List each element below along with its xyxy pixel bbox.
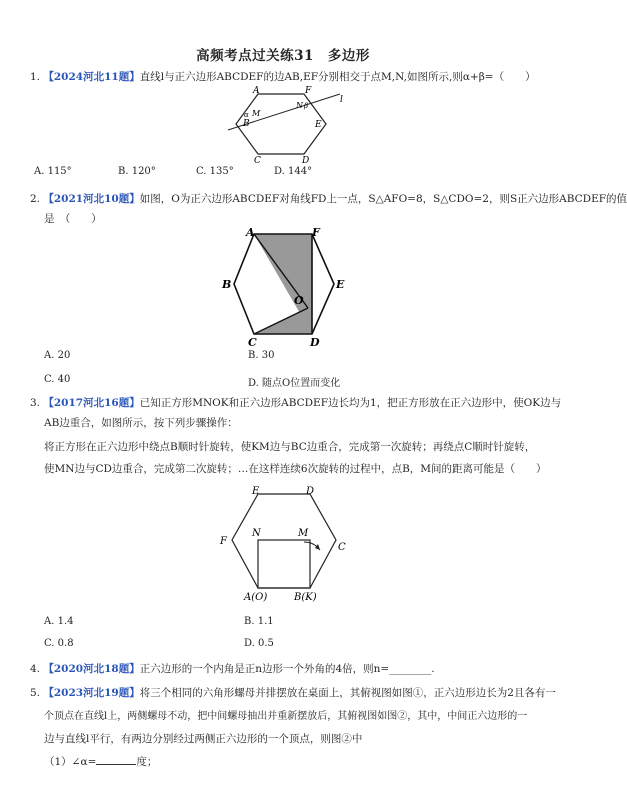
label-f: F [312, 226, 320, 239]
hexagon [232, 494, 336, 588]
answer-blank[interactable] [96, 754, 136, 765]
label-l: l [340, 95, 343, 105]
question-1-figure [228, 84, 348, 166]
label-e: E [315, 120, 322, 130]
label-e: E [336, 278, 345, 291]
option-b[interactable]: B. 30 [248, 350, 275, 361]
question-number: 3. [30, 397, 41, 409]
label-o: O [294, 294, 304, 307]
label-b-k: B(K) [294, 592, 317, 603]
arrow-head [315, 544, 320, 550]
source-tag: 【2020河北18题】 [43, 663, 140, 675]
sub1-tail: 度； [136, 756, 158, 768]
label-a: A [253, 86, 260, 96]
label-e: E [252, 486, 260, 497]
question-5-stem-line3: 边与直线l平行，有两边分别经过两侧正六边形的一个顶点，则图②中 [44, 733, 363, 745]
page-title: 高频考点过关练31 多边形 [196, 48, 370, 64]
label-d: D [310, 336, 320, 349]
label-c: C [248, 336, 257, 349]
label-b: B [222, 278, 232, 291]
option-a[interactable]: A. 115° [34, 166, 72, 177]
label-f: F [220, 536, 227, 547]
question-1-stem [30, 70, 536, 84]
label-alpha: α [244, 111, 249, 119]
label-f: F [305, 86, 312, 96]
source-tag: 【2023河北19题】 [43, 687, 140, 699]
question-3-stem-line3: 将正方形在正六边形中绕点B顺时针旋转，使KM边与BC边重合，完成第一次旋转；再绕点C顺时针旋转， [44, 441, 536, 453]
question-number: 5. [30, 687, 41, 699]
question-text: 已知正方形MNOK和正六边形ABCDEF边长均为1，把正方形放在正六边形中，使OK边与 [139, 397, 562, 409]
question-5-sub1 [44, 754, 157, 769]
question-4-stem [30, 662, 435, 676]
question-3-figure [214, 484, 364, 604]
label-n: N [296, 101, 303, 110]
question-5-stem-line2: 个顶点在直线l上，两侧螺母不动，把中间螺母抽出并重新摆放后，其俯视图如图②，其中，中间正六边形的一 [44, 711, 528, 722]
label-b: B [243, 119, 250, 129]
option-b[interactable]: B. 120° [118, 166, 156, 177]
question-number: 1. [30, 71, 41, 83]
label-d: D [306, 486, 315, 497]
option-d[interactable]: D. 144° [274, 166, 313, 177]
question-3-stem-line2: AB边重合，如图所示，按下列步骤操作： [44, 417, 238, 429]
option-c[interactable]: C. 0.8 [44, 638, 74, 649]
question-text: 将三个相同的六角形螺母并排摆放在桌面上，其俯视图如图①，正六边形边长为2且各有一 [139, 687, 556, 699]
label-d: D [302, 156, 310, 166]
label-n: N [252, 528, 261, 539]
source-tag: 【2017河北16题】 [43, 397, 140, 409]
option-d[interactable]: D. 随点O位置而变化 [248, 378, 341, 389]
question-5-stem-line1 [30, 686, 556, 700]
square-mnok [258, 540, 310, 588]
question-number: 4. [30, 663, 41, 675]
label-c: C [338, 542, 346, 553]
option-b[interactable]: B. 1.1 [244, 616, 274, 627]
question-3-stem-line1 [30, 396, 561, 410]
source-tag: 【2021河北10题】 [43, 193, 140, 205]
label-m: M [252, 109, 261, 118]
question-2-figure [212, 224, 362, 348]
label-beta: β [304, 102, 309, 110]
option-a[interactable]: A. 20 [44, 350, 71, 361]
question-2-stem-line1 [30, 192, 627, 206]
label-a: A [246, 226, 255, 239]
question-text: 如图，O为正六边形ABCDEF对角线FD上一点，S△AFO=8，S△CDO=2，则S正六边形ABCDEF的值 [139, 193, 627, 205]
question-text: 正六边形的一个内角是正n边形一个外角的4倍，则n=________. [139, 663, 435, 675]
label-c: C [254, 156, 261, 166]
option-c[interactable]: C. 40 [44, 374, 71, 385]
question-text: 直线l与正六边形ABCDEF的边AB,EF分别相交于点M,N,如图所示,则α+β=（ ） [139, 71, 536, 83]
option-a[interactable]: A. 1.4 [44, 616, 74, 627]
sub1-text: （1）∠α= [44, 756, 97, 768]
source-tag: 【2024河北11题】 [43, 71, 140, 83]
question-3-stem-line4: 使MN边与CD边重合，完成第二次旋转；…在这样连续6次旋转的过程中，点B，M间的距离可能是（ ） [44, 463, 547, 475]
question-2-stem-line2: 是 （ ） [44, 213, 102, 225]
option-c[interactable]: C. 135° [196, 166, 234, 177]
option-d[interactable]: D. 0.5 [244, 638, 274, 649]
label-m: M [298, 528, 309, 539]
label-a-o: A(O) [244, 592, 268, 603]
question-number: 2. [30, 193, 41, 205]
